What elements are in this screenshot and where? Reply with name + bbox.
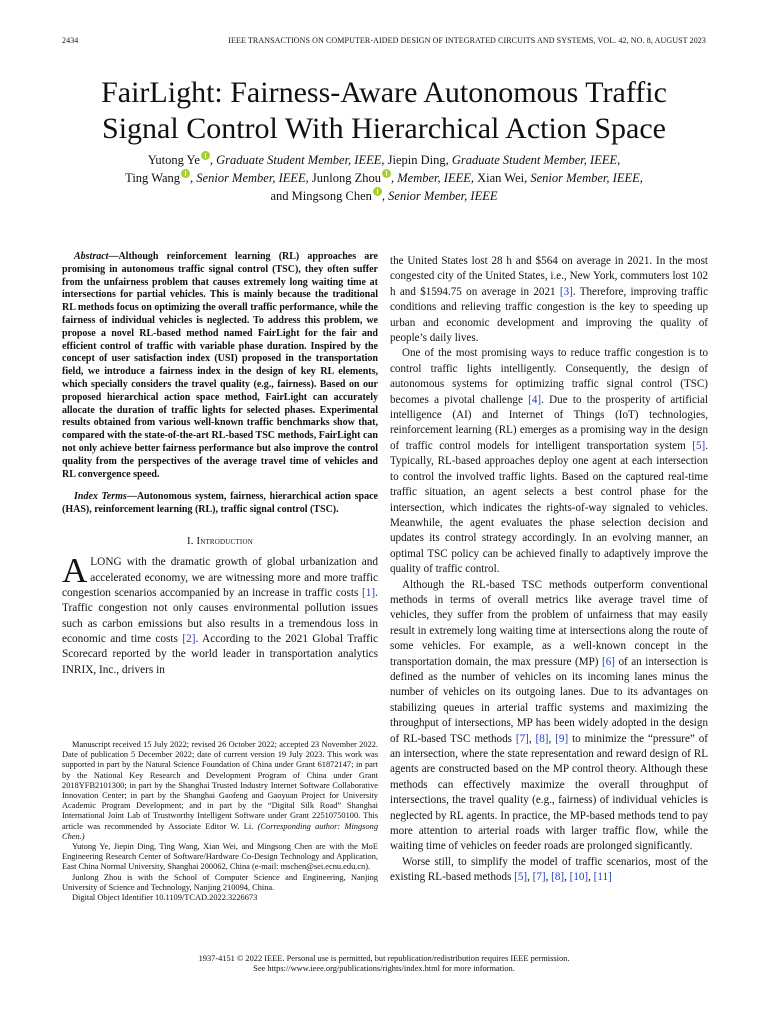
body-text: , [527,871,533,884]
intro-text: . Traffic congestion not only causes environmental pollution issues such as carbon emissions but also results in a tremendous loss in economic and time costs [62,586,378,645]
author-membership: Senior Member, IEEE, [527,171,643,185]
body-text: . Therefore, improving traffic conditions and relieving traffic congestion is the key to speeding up urban and economic development and improving the quality of people’s daily lives. [390,285,708,345]
body-text: , [588,871,594,884]
footnote-manuscript [62,740,378,842]
orcid-icon[interactable] [373,187,382,196]
index-terms [62,491,378,517]
citation-link[interactable]: [7] [515,732,529,745]
author-membership: , Senior Member, IEEE, [190,171,309,185]
intro-paragraph [62,551,378,678]
author-membership: , Member, IEEE, [391,171,474,185]
running-header [62,36,706,48]
corresponding-author: (Corresponding author: Mingsong Chen.) [62,821,379,841]
body-paragraph [390,346,708,577]
title-line-1: FairLight: Fairness-Aware Autonomous Traffic [101,76,667,109]
abstract-label: Abstract [74,251,109,262]
author-membership: , Senior Member, IEEE [381,189,498,203]
index-terms-text: —Autonomous system, fairness, hierarchical action space (HAS), reinforcement learning (RL), traffic signal control (TSC). [62,491,378,516]
footnote [62,740,378,903]
citation-link[interactable]: [2] [182,633,196,645]
author-membership: , Graduate Student Member, IEEE, [209,153,385,167]
intro-text: LONG with the dramatic growth of global urbanization and accelerated economy, we are witnessing more and more traffic congestion scenarios accompanied by an increase in traffic costs [62,556,378,599]
orcid-icon[interactable] [201,151,210,160]
author-name: Junlong Zhou [308,171,382,185]
author-name: and Mingsong Chen [270,189,372,203]
body-text: , [528,732,536,745]
body-text: Worse still, to simplify the model of traffic scenarios, most of the existing RL-based methods [390,855,708,884]
page-number: 2434 [62,36,79,45]
title-line-2: Signal Control With Hierarchical Action Space [102,112,666,145]
section-number: I. [187,535,194,547]
drop-cap: A [62,551,88,591]
journal-name: IEEE TRANSACTIONS ON COMPUTER-AIDED DESIGN OF INTEGRATED CIRCUITS AND SYSTEMS, VOL. 42, NO. 8, AUGUST 2023 [228,36,706,45]
body-text: , [545,871,552,884]
body-paragraph [390,855,708,886]
body-paragraph [390,578,708,855]
left-column [62,251,378,678]
footnote-affiliation: Yutong Ye, Jiepin Ding, Ting Wang, Xian Wei, and Mingsong Chen are with the MoE Engineering Research Center of Software/Hardware Co-Design Technology and Application, East China Normal University, Shanghai 200062, China (e-mail: mschen@sei.ecnu.edu.cn). [62,842,378,872]
citation-link[interactable]: [8] [535,732,549,745]
body-text: , [564,871,570,884]
citation-link[interactable]: [5] [692,439,706,452]
paper-title [40,75,728,147]
section-title: Introduction [196,535,253,547]
body-text: of an intersection is defined as the number of vehicles on its incoming lanes minus the number of vehicles on its outgoing lanes. Due to its advantages on stabilizing queues in arterial traffic systems and maximizing the throughput of intersections, MP has been widely adopted in the design of RL-based TSC methods [390,655,708,745]
citation-link[interactable]: [7] [532,871,546,884]
orcid-icon[interactable] [181,169,190,178]
body-text: . Due to the prosperity of artificial intelligence (AI) and Internet of Things (IoT) technologies, reinforcement learning (RL) emerges as a promising way in the design of traffic control models for intelligent transportation system [390,393,708,452]
body-text: Although the RL-based TSC methods outperform conventional methods in terms of overall metrics like average travel time of vehicles, they suffer from the problem of unfairness that may easily result in extremely long waiting time at intersections along the route of some vehicles. For example, as a well-known concept in the transportation domain, the max pressure (MP) [390,578,708,668]
citation-link[interactable]: [11] [593,871,612,884]
intro-text: . According to the 2021 Global Traffic Scorecard reported by the world leader in transportation analytics INRIX, Inc., drivers in [62,633,378,676]
orcid-icon[interactable] [382,169,391,178]
copyright-line: See https://www.ieee.org/publications/rights/index.html for more information. [253,964,515,974]
copyright-notice [40,954,728,975]
footnote-text: Manuscript received 15 July 2022; revised 26 October 2022; accepted 23 November 2022. Date of publication 5 December 2022; date of current version 19 July 2023. This work was supported in part by the Natural Science Foundation of China under Grant 61872147; in part by the National Key Research and Development Program of China under Grant 2018YFB2101300; in part by the Shanghai Trusted Industry Internet Software Collaborative Innovation Center; in part by the Shanghai Gaofeng and Gaoyuan Project for University Academic Program Development; and in part by the “Digital Silk Road” Shanghai International Joint Lab of Trustworthy Intelligent Software under Grant 22510750100. This article was recommended by Associate Editor W. Li. [62,740,378,831]
author-name: Jiepin Ding, [384,153,449,167]
author-name: Yutong Ye [147,153,200,167]
abstract-text: —Although reinforcement learning (RL) approaches are promising in autonomous traffic signal control (TSC), they often suffer from the unfairness problem that causes extremely long waiting time at intersections for partial vehicles. This is mainly because the traditional RL methods focus on optimizing the overall traffic performance, while the fairness of individual vehicles is neglected. To address this problem, we propose a novel RL-based method named FairLight for the fair and efficient control of traffic with variable phase duration. Inspired by the concept of user satisfaction index (USI) proposed in the transportation field, we introduce a fairness index in the design of key RL elements, which specially considers the travel quality (e.g., fairness). Based on our proposed hierarchical action space method, FairLight can accurately allocate the duration of traffic lights for selected phases. Experimental results obtained from various well-known traffic benchmarks show that, compared with the state-of-the-art RL-based TSC methods, FairLight can not only achieve better fairness performance but also improve the control quality from the perspectives of the average travel time of vehicles and RL convergence speed. [62,251,378,480]
author-name: Xian Wei, [473,171,528,185]
author-name: Ting Wang [125,171,181,185]
body-text: to minimize the “pressure” of an intersection, where the state representation and reward design of RL agents are constructed based on the MP control theory. Although these methods can effectively maximize the overall throughput of intersections, the travel quality (e.g., fairness) of individual vehicles is neglected by RL agents. In practice, the MP-based methods tend to pay more attention to arterial roads with larger traffic flow, while the waiting time of vehicles on feeder roads are prolonged significantly. [390,732,708,853]
citation-link[interactable]: [3] [559,285,573,298]
index-terms-label: Index Terms [74,491,127,503]
section-heading [62,534,378,549]
citation-link[interactable]: [6] [602,655,615,668]
copyright-line: 1937-4151 © 2022 IEEE. Personal use is permitted, but republication/redistribution requires IEEE permission. [198,954,570,963]
body-paragraph [390,254,708,346]
body-text: the United States lost 28 h and $564 on average in 2021. In the most congested city of the United States, i.e., New York, commuters lost 102 h and $1594.75 on average in 2021 [390,255,708,298]
citation-link[interactable]: [8] [551,871,565,884]
citation-link[interactable]: [9] [555,732,569,745]
body-text: . Typically, RL-based approaches deploy one agent at each intersection to control the involved traffic lights. Based on the captured real-time traffic situation, an agent selects a best control phase for the intersection, which indicates the rights-of-way signaled to vehicles. Meanwhile, the agent evaluates the phase selection decision and updates its control strategy accordingly. In an evolving manner, an optimal TSC policy can be achieved finally to adaptively improve the quality of traffic control. [390,439,708,576]
citation-link[interactable]: [1] [361,586,376,599]
citation-link[interactable]: [4] [528,393,542,406]
citation-link[interactable]: [5] [514,871,528,884]
body-text: , [548,732,556,745]
footnote-affiliation: Junlong Zhou is with the School of Computer Science and Engineering, Nanjing University of Science and Technology, Nanjing 210094, China. [62,872,378,892]
abstract [62,251,378,481]
author-list [40,151,728,205]
footnote-doi: Digital Object Identifier 10.1109/TCAD.2022.3226673 [72,893,258,903]
right-column [390,254,708,886]
body-text: One of the most promising ways to reduce traffic congestion is to control traffic lights intelligently. Consequently, the design of autonomous systems for optimizing traffic signal control (TSC) becomes a pivotal challenge [390,347,708,406]
author-membership: Graduate Student Member, IEEE, [448,153,621,167]
citation-link[interactable]: [10] [569,871,589,884]
